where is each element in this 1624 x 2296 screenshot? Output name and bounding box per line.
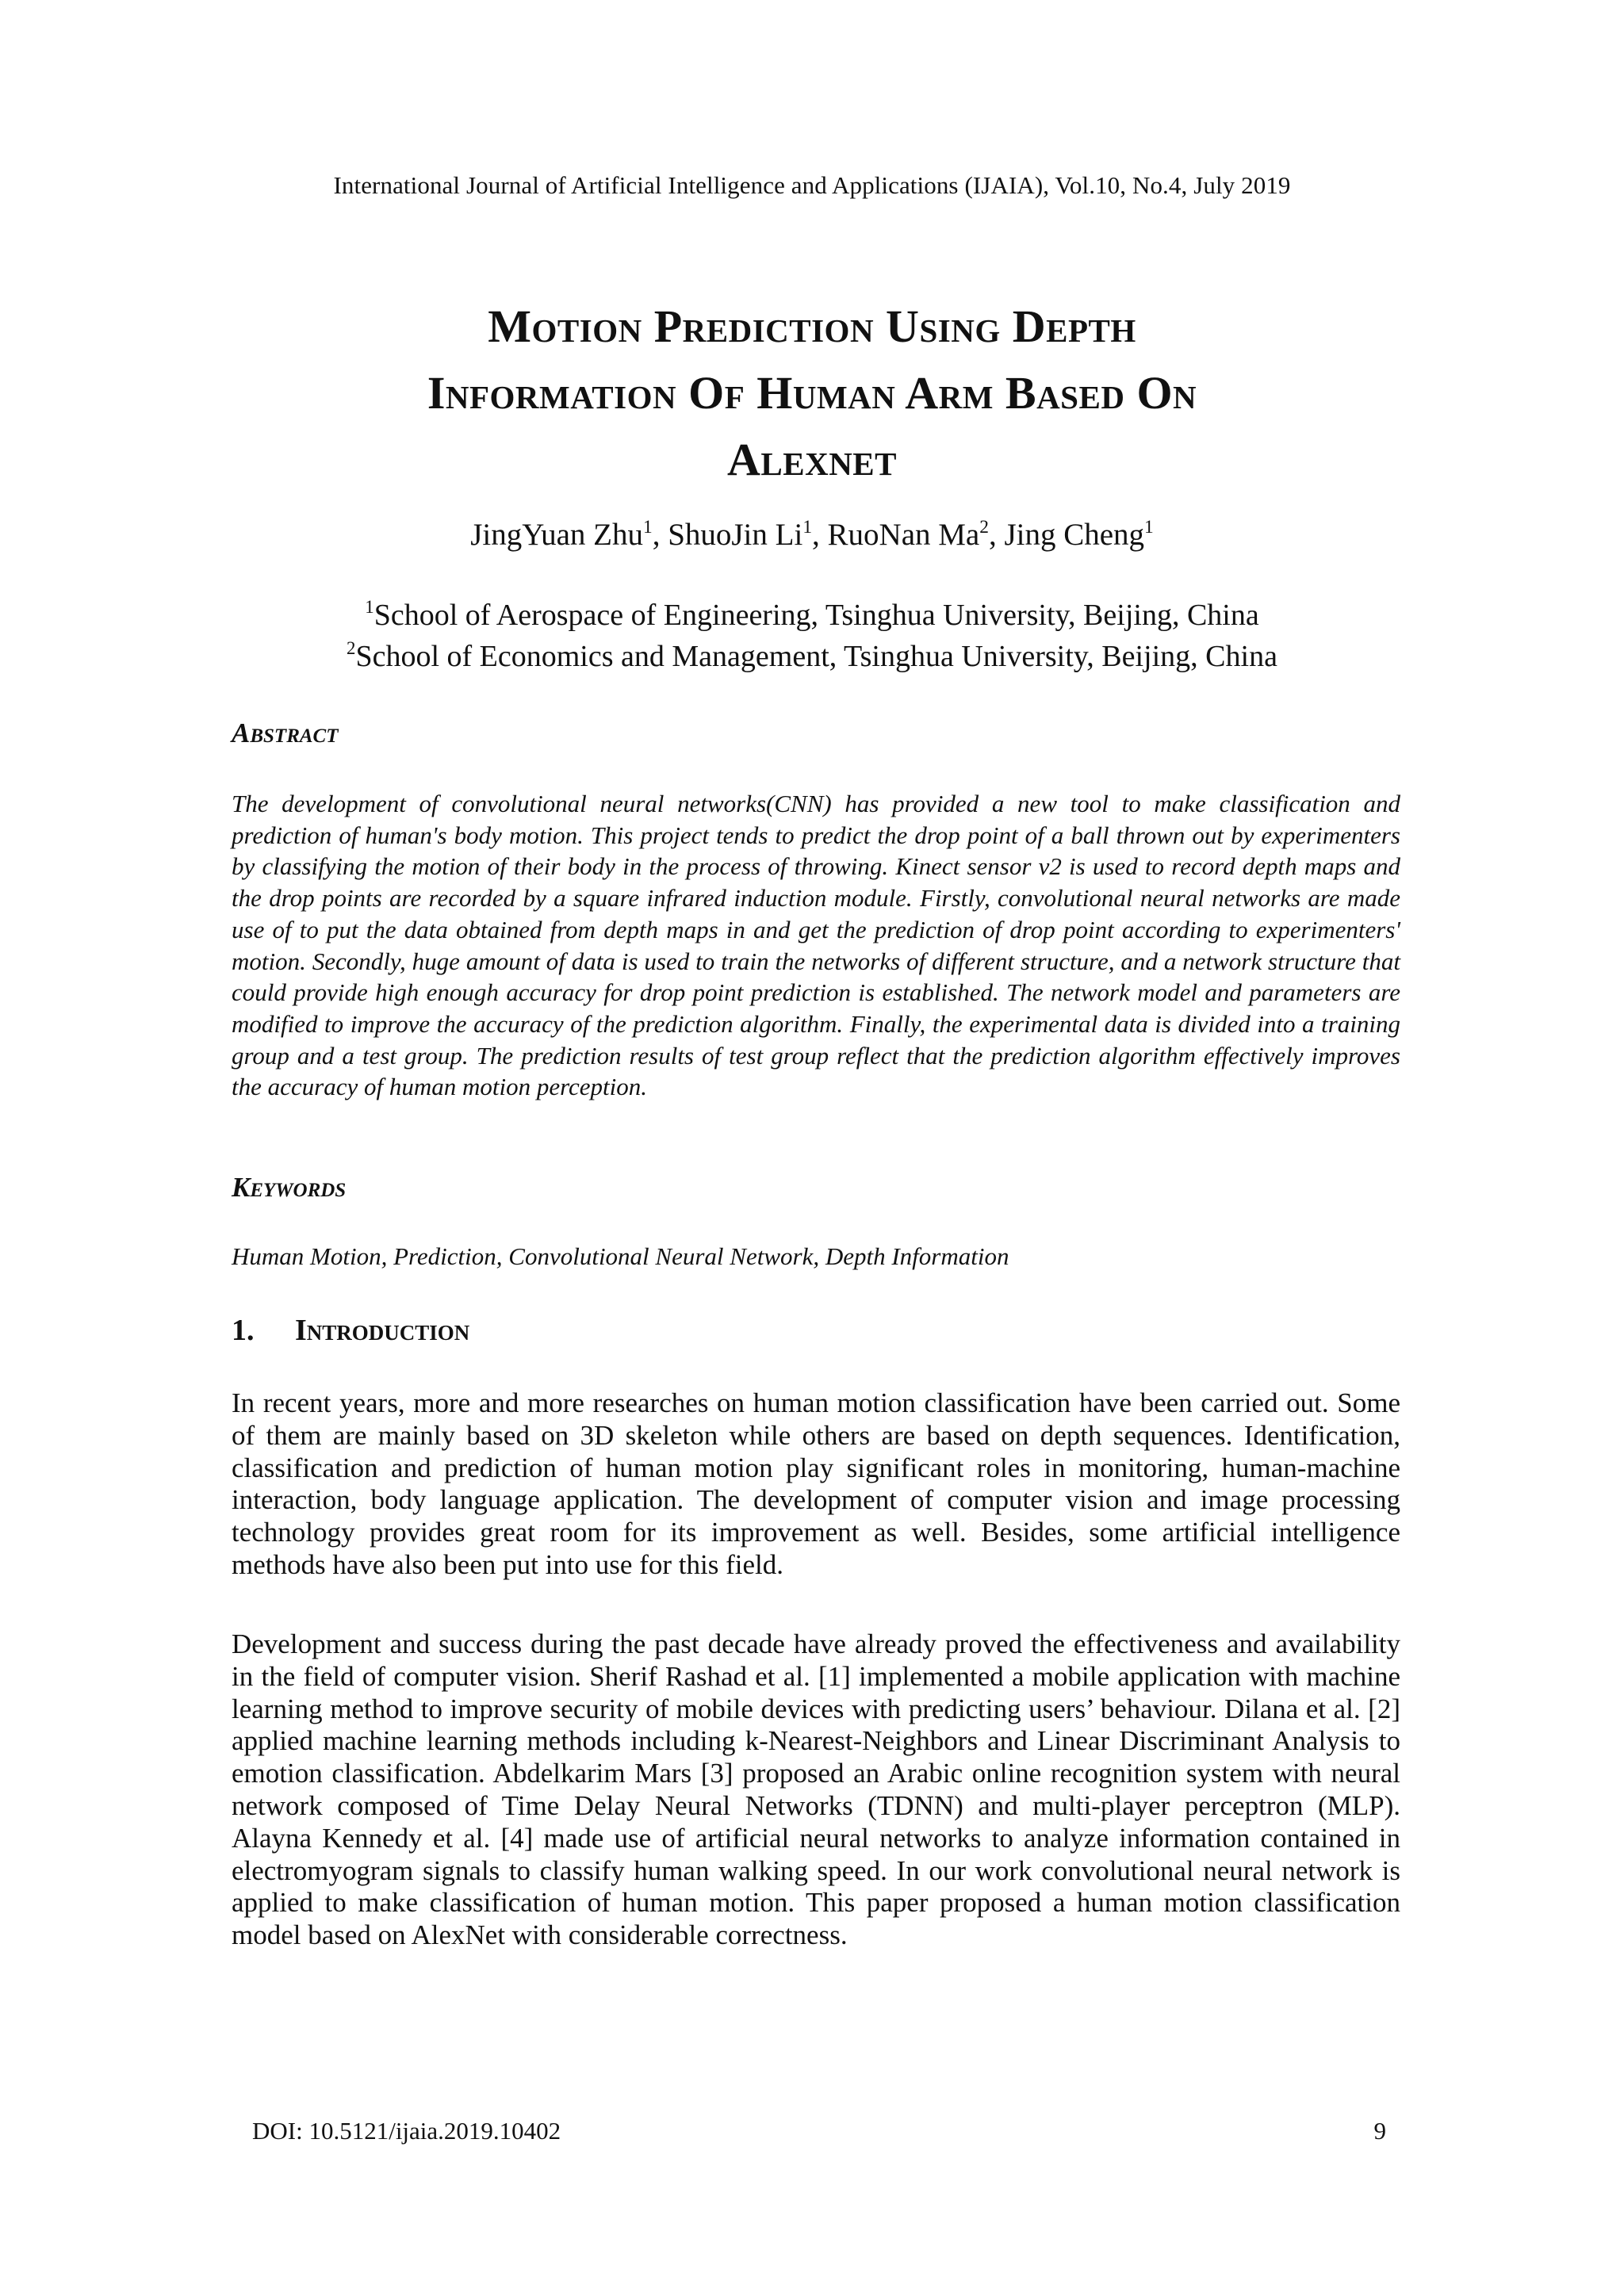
- author-list: [0, 517, 1624, 553]
- affiliation-mark: 2: [347, 638, 356, 659]
- affiliation-mark: 1: [365, 597, 374, 618]
- running-head: International Journal of Artificial Intelligence and Applications (IJAIA), Vol.10, No.4, July 2019: [333, 171, 1291, 199]
- author-separator: ,: [812, 518, 828, 552]
- section-title: Introduction: [295, 1314, 470, 1347]
- affiliation-text: School of Aerospace of Engineering, Tsinghua University, Beijing, China: [373, 599, 1259, 632]
- author-name: Jing Cheng: [1004, 518, 1145, 552]
- author-name: RuoNan Ma: [827, 518, 980, 552]
- author-affil-mark: 1: [642, 516, 653, 538]
- title-line-2: Information Of Human Arm Based On: [427, 367, 1197, 419]
- affiliation: [0, 595, 1624, 636]
- author-affil-mark: 2: [979, 516, 989, 538]
- section-number: 1.: [232, 1314, 255, 1347]
- intro-paragraph-2: Development and success during the past decade have already proved the effectiveness and availability in the field of computer vision. Sherif Rashad et al. [1] implemented a mobile application with machine learning method to improve security of mobile devices with predicting users’ behaviour. Dilana et al. [2] applied machine learning methods including k-Nearest-Neighbors and Linear Discriminant Analysis to emotion classification. Abdelkarim Mars [3] proposed an Arabic online recognition system with neural network composed of Time Delay Neural Networks (TDNN) and multi-player perceptron (MLP). Alayna Kennedy et al. [4] made use of artificial neural networks to analyze information contained in electromyogram signals to classify human walking speed. In our work convolutional neural network is applied to make classification of human motion. This paper proposed a human motion classification model based on AlexNet with considerable correctness.: [232, 1628, 1400, 1951]
- affiliation: [0, 636, 1624, 677]
- introduction-heading: [232, 1313, 469, 1348]
- abstract-heading: Abstract: [232, 718, 339, 748]
- affiliation-text: School of Economics and Management, Tsinghua University, Beijing, China: [355, 640, 1277, 673]
- intro-paragraph-1: In recent years, more and more researches on human motion classification have been carried out. Some of them are mainly based on 3D skeleton while others are based on depth sequences. Identification, classification and prediction of human motion play significant roles in monitoring, human-machine interaction, body language application. The development of computer vision and image processing technology provides great room for its improvement as well. Besides, some artificial intelligence methods have also been put into use for this field.: [232, 1387, 1400, 1580]
- keywords-heading: Keywords: [232, 1172, 347, 1203]
- keywords-body: Human Motion, Prediction, Convolutional Neural Network, Depth Information: [232, 1242, 1009, 1270]
- title-line-1: Motion Prediction Using Depth: [488, 300, 1136, 352]
- title-line-3: Alexnet: [727, 434, 897, 485]
- author-separator: ,: [988, 518, 1005, 552]
- author-name: ShuoJin Li: [668, 518, 803, 552]
- page-footer: [252, 2117, 1386, 2145]
- author-name: JingYuan Zhu: [470, 518, 643, 552]
- author-affil-mark: 1: [802, 516, 813, 538]
- author-affil-mark: 1: [1144, 516, 1154, 538]
- page-number: 9: [1373, 2117, 1386, 2145]
- author-separator: ,: [652, 518, 668, 552]
- abstract-body: The development of convolutional neural networks(CNN) has provided a new tool to make classification and prediction of human's body motion. This project tends to predict the drop point of a ball thrown out by experimenters by classifying the motion of their body in the process of throwing. Kinect sensor v2 is used to record depth maps and the drop points are recorded by a square infrared induction module. Firstly, convolutional neural networks are made use of to put the data obtained from depth maps in and get the prediction of drop point according to experimenters' motion. Secondly, huge amount of data is used to train the networks of different structure, and a network structure that could provide high enough accuracy for drop point prediction is established. The network model and parameters are modified to improve the accuracy of the prediction algorithm. Finally, the experimental data is divided into a training group and a test group. The prediction results of test group reflect that the prediction algorithm effectively improves the accuracy of human motion perception.: [232, 790, 1400, 1101]
- paper-title: [190, 293, 1434, 493]
- doi-text: DOI: 10.5121/ijaia.2019.10402: [252, 2117, 561, 2145]
- affiliation-list: [0, 595, 1624, 677]
